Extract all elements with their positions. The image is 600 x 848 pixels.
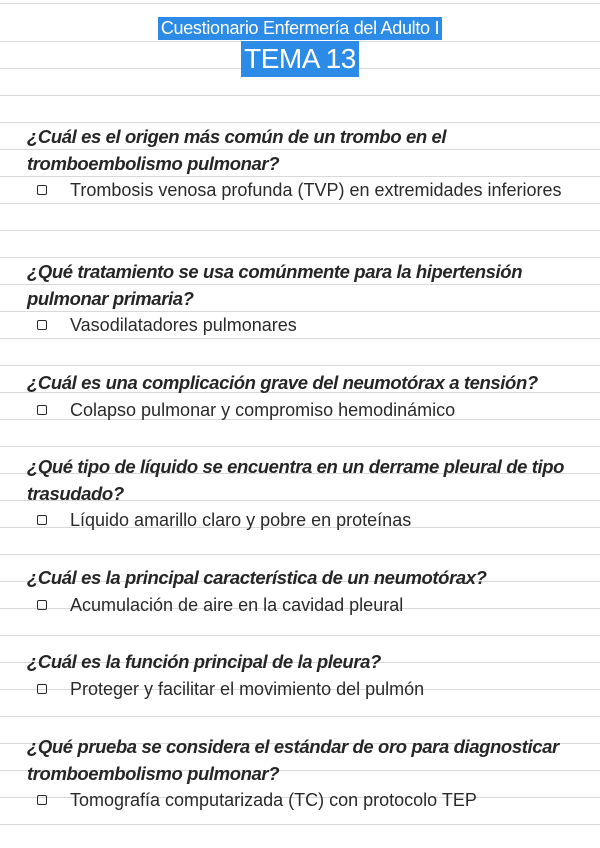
answer-text: Colapso pulmonar y compromiso hemodinámico	[70, 399, 456, 420]
answer-option	[27, 397, 575, 424]
answer-text: Proteger y facilitar el movimiento del pulmón	[70, 678, 425, 699]
checkbox-icon[interactable]	[37, 320, 47, 330]
document-subtitle: Cuestionario Enfermería del Adulto I	[158, 17, 442, 40]
qa-item-1	[27, 124, 575, 204]
qa-item-6	[27, 649, 575, 702]
answer-option	[27, 592, 575, 619]
answer-text: Vasodilatadores pulmonares	[70, 315, 297, 335]
checkbox-icon[interactable]	[37, 405, 47, 415]
question-text: ¿Qué prueba se considera el estándar de oro para diagnosticar tromboembolismo pulmonar?	[27, 736, 559, 784]
answer-text: Líquido amarillo claro y pobre en proteínas	[70, 510, 412, 530]
checkbox-icon[interactable]	[37, 684, 47, 694]
question-text: ¿Qué tratamiento se usa comúnmente para la hipertensión pulmonar primaria?	[27, 261, 523, 309]
qa-item-5	[27, 565, 575, 618]
answer-text: Acumulación de aire en la cavidad pleural	[70, 594, 404, 615]
qa-item-2	[27, 259, 575, 339]
question-text: ¿Qué tipo de líquido se encuentra en un derrame pleural de tipo trasudado?	[27, 456, 565, 504]
document-title: TEMA 13	[241, 41, 359, 77]
checkbox-icon[interactable]	[37, 600, 47, 610]
answer-text: Tomografía computarizada (TC) con protocolo TEP	[70, 790, 477, 810]
checkbox-icon[interactable]	[37, 515, 47, 525]
qa-item-4	[27, 454, 575, 534]
qa-item-3	[27, 370, 575, 423]
question-text: ¿Cuál es la función principal de la pleura?	[27, 651, 381, 672]
question-text: ¿Cuál es la principal característica de un neumotórax?	[27, 567, 487, 588]
answer-option	[27, 507, 575, 534]
question-text: ¿Cuál es el origen más común de un trombo en el tromboembolismo pulmonar?	[27, 126, 447, 174]
checkbox-icon[interactable]	[37, 795, 47, 805]
answer-option	[27, 177, 575, 204]
question-text: ¿Cuál es una complicación grave del neumotórax a tensión?	[27, 372, 538, 393]
answer-option	[27, 676, 575, 703]
document-header	[0, 17, 600, 77]
answer-option	[27, 312, 575, 339]
qa-item-7	[27, 734, 575, 814]
answer-text: Trombosis venosa profunda (TVP) en extremidades inferiores	[70, 180, 562, 200]
checkbox-icon[interactable]	[37, 185, 47, 195]
answer-option	[27, 787, 575, 814]
